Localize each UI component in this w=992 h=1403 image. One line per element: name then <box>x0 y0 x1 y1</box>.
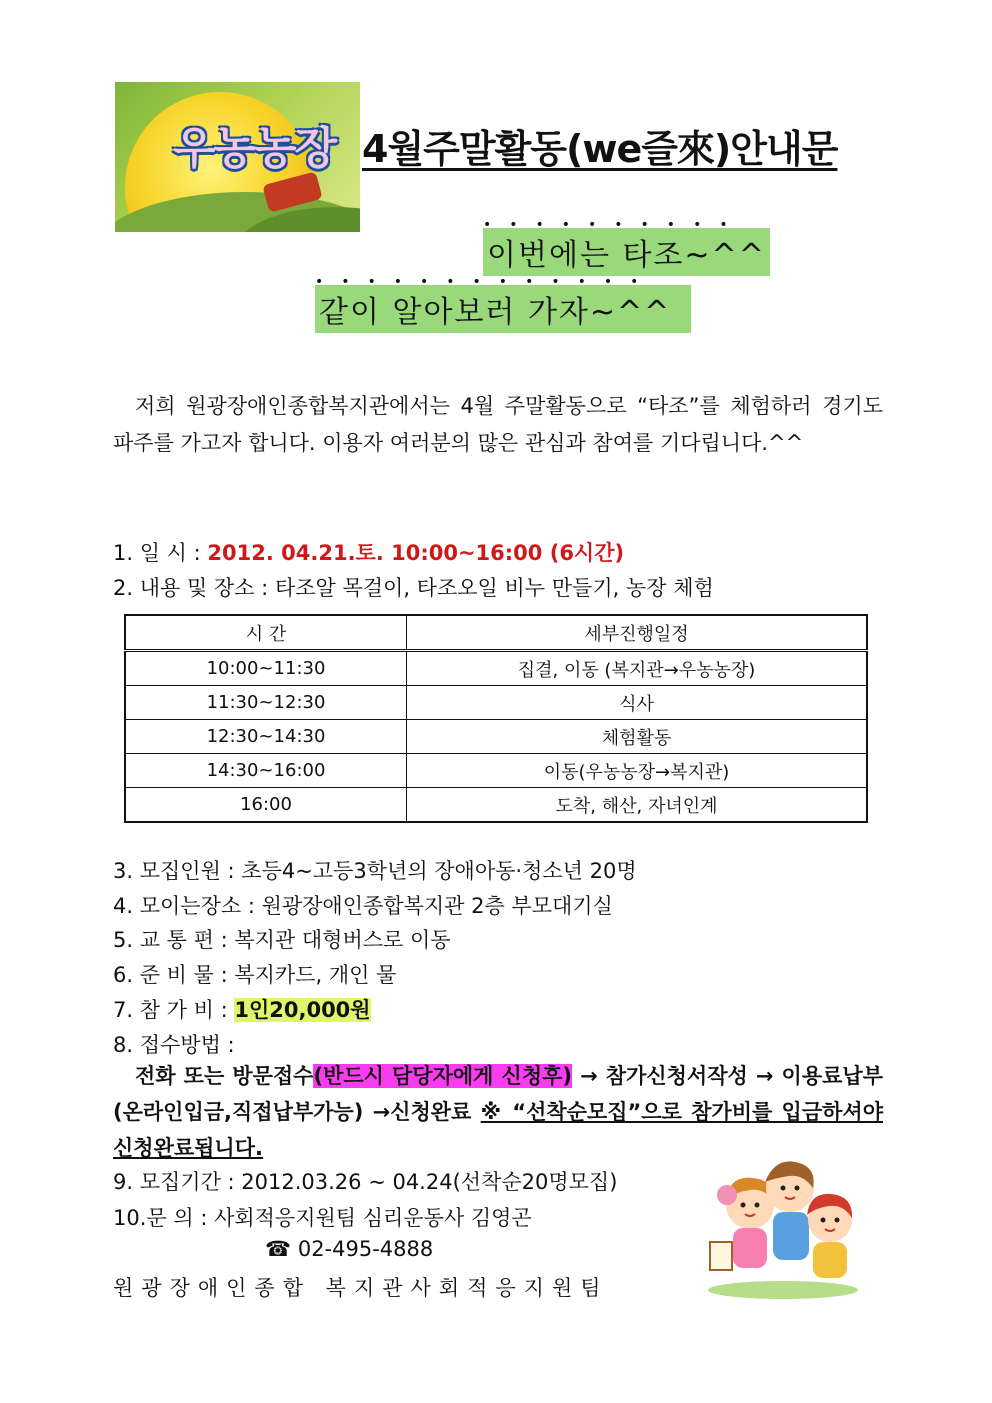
row-detail: 이동(우농농장→복지관) <box>407 754 868 788</box>
procedure-part1: 전화 또는 방문접수 <box>135 1064 314 1088</box>
children-illustration <box>705 1150 860 1300</box>
meeting-line: 4. 모이는장소 : 원광장애인종합복지관 2층 부모대기실 <box>113 894 613 918</box>
prepare-line: 6. 준 비 물 : 복지카드, 개인 물 <box>113 963 397 987</box>
fee-label: 7. 참 가 비 : <box>113 998 228 1022</box>
row-time: 16:00 <box>125 788 407 823</box>
row-time: 12:30~14:30 <box>125 720 407 754</box>
subtitle-1 <box>483 217 770 276</box>
phone-line: ☎ 02-495-4888 <box>265 1237 434 1261</box>
content-value: 타조알 목걸이, 타조오일 비누 만들기, 농장 체험 <box>274 576 714 600</box>
table-row <box>125 720 867 754</box>
row-time: 10:00~11:30 <box>125 651 407 686</box>
subtitle-2 <box>315 274 691 333</box>
fee-line <box>113 994 371 1024</box>
content-line <box>113 572 714 602</box>
date-label: 1. 일 시 : <box>113 541 201 565</box>
org-line: 원광장애인종합 복지관사회적응지원팀 <box>113 1276 609 1300</box>
recruit-line: 3. 모집인원 : 초등4~고등3학년의 장애아동·청소년 20명 <box>113 859 637 883</box>
procedure-part2: → 참가신청서작성 → 이용료납부 (온라인입금,직접납부가능) →신청완료 <box>113 1064 883 1124</box>
transport-line: 5. 교 통 편 : 복지관 대형버스로 이동 <box>113 928 451 952</box>
fee-value: 1인20,000원 <box>234 998 371 1022</box>
row-detail: 도착, 해산, 자녀인계 <box>407 788 868 823</box>
date-value: 2012. 04.21.토. 10:00~16:00 (6시간) <box>207 541 625 565</box>
row-time: 11:30~12:30 <box>125 686 407 720</box>
header-detail: 세부진행일정 <box>407 615 868 651</box>
procedure-notice: ※ “선착순모집”으로 참가비를 입금하셔야 신청완료됩니다. <box>113 1100 883 1160</box>
table-row <box>125 686 867 720</box>
row-time: 14:30~16:00 <box>125 754 407 788</box>
row-detail: 식사 <box>407 686 868 720</box>
table-row <box>125 651 867 686</box>
logo-text: 우농농장 <box>173 123 336 174</box>
page-title: 4월주말활동(we즐來)안내문 <box>362 127 838 171</box>
table-row <box>125 754 867 788</box>
header-time: 시 간 <box>125 615 407 651</box>
farm-logo <box>115 82 360 232</box>
row-detail: 집결, 이동 (복지관→우농농장) <box>407 651 868 686</box>
table-header-row <box>125 615 867 651</box>
schedule-table <box>124 614 868 823</box>
content-label: 2. 내용 및 장소 : <box>113 576 269 600</box>
emphasis-dots: ••••••••••••• <box>315 274 657 290</box>
procedure-highlight: (반드시 담당자에게 신청후) <box>313 1064 572 1088</box>
date-line <box>113 537 624 567</box>
table-row <box>125 788 867 823</box>
inquiry-line: 10.문 의 : 사회적응지원팀 심리운동사 김영곤 <box>113 1206 532 1230</box>
period-line: 9. 모집기간 : 2012.03.26 ~ 04.24(선착순20명모집) <box>113 1170 618 1194</box>
subtitle-2-text: 같이 알아보러 가자~^^ <box>319 295 672 330</box>
subtitle-1-text: 이번에는 타조~^^ <box>487 238 766 273</box>
emphasis-dots: •••••••••• <box>483 217 746 233</box>
row-detail: 체험활동 <box>407 720 868 754</box>
intro-paragraph: 저희 원광장애인종합복지관에서는 4월 주말활동으로 “타조”를 체험하러 경기도 파주를 가고자 합니다. 이용자 여러분의 많은 관심과 참여를 기다립니다.^^ <box>113 394 883 455</box>
method-line: 8. 접수방법 : <box>113 1033 235 1057</box>
